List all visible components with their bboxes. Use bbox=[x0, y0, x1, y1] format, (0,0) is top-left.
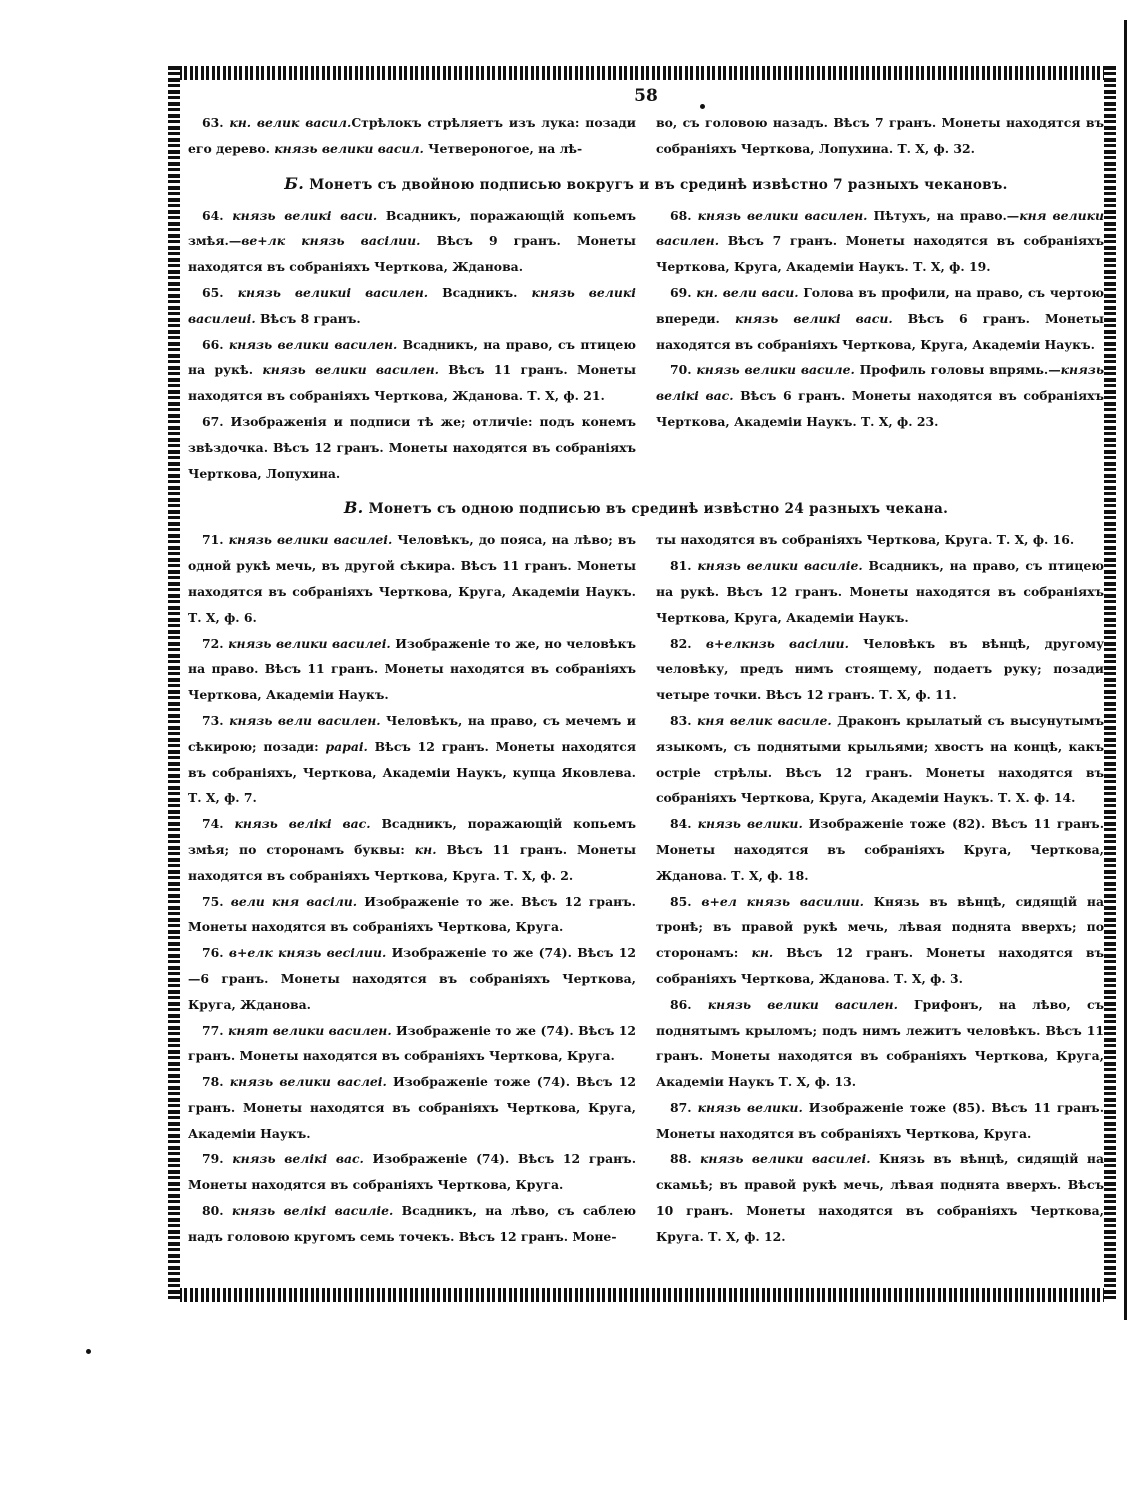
entry-legend: в+елк князь весілии. bbox=[228, 945, 387, 961]
entry-text: Изображеніе тоже (74). Вѣсъ 12 гранъ. Монеты находятся въ собраніяхъ Черткова, Круга, Академіи Наукъ. bbox=[188, 1074, 636, 1141]
section-v-left-column bbox=[188, 527, 636, 1249]
entry-text: Человѣкъ въ вѣнцѣ, другому человѣку, предъ нимъ стоящему, подаетъ руку; позади четыре точки. Вѣсъ 12 гранъ. Т. X, ф. 11. bbox=[656, 635, 1104, 703]
entry-num: 75. bbox=[202, 893, 231, 909]
entry-text: Человѣкъ, до пояса, на лѣво; въ одной рукѣ мечь, въ другой сѣкира. Вѣсъ 11 гранъ. Монеты находятся въ собраніяхъ Черткова, Круга, Академіи Наукъ. Т. X, ф. 6. bbox=[188, 532, 636, 625]
entry-text: Драконъ крылатый съ высунутымъ языкомъ, съ поднятыми крыльями; хвостъ на концѣ, какъ остріе стрѣлы. Вѣсъ 12 гранъ. Монеты находятся въ собраніяхъ Черткова, Круга, Академіи Наукъ. Т. X. ф. 14. bbox=[656, 712, 1104, 806]
speck bbox=[86, 1349, 91, 1354]
entry-text: Князь въ вѣнцѣ, сидящій на тронѣ; въ правой рукѣ мечь, лѣвая поднята вверхъ; по сторонамъ: bbox=[656, 893, 1104, 961]
coin-entry bbox=[656, 280, 1104, 357]
entry-legend2: ве+лк князь васілии. bbox=[241, 233, 421, 249]
frame-right-border bbox=[1104, 66, 1116, 1302]
coin-entry bbox=[188, 409, 636, 486]
entry-text: Пѣтухъ, на право.— bbox=[867, 207, 1020, 223]
entry-num: 80. bbox=[202, 1203, 232, 1219]
coin-entry bbox=[656, 1146, 1104, 1249]
entry-legend: кн. вели васи. bbox=[696, 284, 799, 300]
section-v-columns bbox=[188, 527, 1104, 1249]
entry-legend: князь велики. bbox=[697, 1099, 803, 1115]
entry-legend: князь велики василеі. bbox=[228, 532, 393, 548]
coin-entry bbox=[656, 203, 1104, 280]
entry-num: 71. bbox=[202, 532, 229, 548]
entry-legend: князь велики. bbox=[697, 816, 803, 832]
entry-legend: кня велик василе. bbox=[697, 712, 832, 728]
entry-text: Изображеніе тоже (85). Вѣсъ 11 гранъ. Монеты находятся въ собраніяхъ Черткова, Круга. bbox=[656, 1099, 1105, 1141]
entry-legend: князь великі васи. bbox=[232, 207, 378, 223]
entry-text: Всадникъ, на лѣво, съ саблею надъ головою кругомъ семь точекъ. Вѣсъ 12 гранъ. Моне- bbox=[188, 1203, 636, 1244]
entry-text: Всадникъ. bbox=[428, 284, 532, 300]
coin-entry bbox=[188, 940, 636, 1017]
entry-num: 77. bbox=[202, 1022, 228, 1038]
scan-edge-line bbox=[1124, 20, 1127, 1320]
section-v-heading: В. Монетъ съ одною подписью въ срединѣ извѣстно 24 разныхъ чекана. bbox=[343, 498, 949, 518]
coin-entry bbox=[656, 1095, 1104, 1147]
entry-legend2: кн. bbox=[751, 945, 774, 961]
top-right-column bbox=[656, 110, 1104, 162]
frame-top-border bbox=[168, 66, 1116, 80]
entry-num: 67. bbox=[202, 413, 231, 429]
entry-num: 72. bbox=[202, 635, 229, 651]
coin-entry bbox=[656, 553, 1104, 630]
coin-entry bbox=[188, 332, 636, 409]
entry-text: Человѣкъ, на право, съ мечемъ и сѣкирою; позади: bbox=[188, 712, 636, 754]
entry-legend: княт велики василен. bbox=[227, 1022, 392, 1038]
entry-text2: Вѣсъ 6 гранъ. Монеты находятся въ собраніяхъ Черткова, Академіи Наукъ. Т. X, ф. 23. bbox=[656, 388, 1104, 429]
entry-legend2: кн. bbox=[414, 841, 437, 857]
coin-entry bbox=[656, 110, 1104, 162]
entry-text: Изображенія и подписи тѣ же; отличіе: подъ конемъ звѣздочка. Вѣсъ 12 гранъ. Монеты находятся въ собраніяхъ Черткова, Лопухина. bbox=[188, 413, 636, 481]
entry-num: 70. bbox=[670, 362, 697, 378]
coin-entry bbox=[188, 1018, 636, 1070]
entry-text: во, съ головою назадъ. Вѣсъ 7 гранъ. Монеты находятся въ собраніяхъ Черткова, Лопухина. Т. X, ф. 32. bbox=[656, 115, 1104, 156]
coin-entry bbox=[188, 631, 636, 708]
coin-entry bbox=[188, 1146, 636, 1198]
entry-text2: Вѣсъ 11 гранъ. Монеты находятся въ собраніяхъ Черткова, Круга. Т. X, ф. 2. bbox=[188, 841, 636, 883]
top-continuation bbox=[188, 110, 1104, 162]
section-b-right-column bbox=[656, 203, 1104, 487]
entry-text: Изображеніе тоже (82). Вѣсъ 11 гранъ. Монеты находятся въ собраніяхъ Круга, Черткова, Жданова. Т. X, ф. 18. bbox=[656, 816, 1105, 883]
entry-text: ты находятся въ собраніяхъ Черткова, Круга. Т. X, ф. 16. bbox=[656, 532, 1075, 548]
entry-num: 63. bbox=[202, 115, 230, 130]
entry-legend2: рараі. bbox=[325, 738, 368, 754]
coin-entry bbox=[188, 708, 636, 811]
entry-legend: князь велікі василіе. bbox=[231, 1203, 394, 1219]
entry-num: 73. bbox=[202, 712, 230, 728]
entry-num: 64. bbox=[202, 207, 233, 223]
entry-num: 88. bbox=[670, 1151, 701, 1167]
entry-num: 85. bbox=[670, 893, 702, 909]
entry-legend: князь велікі вас. bbox=[232, 1151, 364, 1167]
entry-num: 79. bbox=[202, 1151, 233, 1167]
entry-num: 74. bbox=[202, 816, 235, 832]
entry-legend: в+елкнзь васілии. bbox=[705, 635, 849, 651]
section-b-heading: Б. Монетъ съ двойною подписью вокругъ и въ срединѣ извѣстно 7 разныхъ чекановъ. bbox=[284, 173, 1008, 193]
entry-num: 82. bbox=[670, 635, 706, 651]
entry-num: 81. bbox=[670, 558, 698, 574]
entry-legend: князь велики василен. bbox=[697, 207, 868, 223]
entry-legend: князь велики василен. bbox=[228, 336, 398, 352]
coin-entry bbox=[188, 889, 636, 941]
frame-left-border bbox=[168, 66, 180, 1302]
entry-text2: Вѣсъ 12 гранъ. Монеты находятся въ собраніяхъ Черткова, Жданова. Т. X, ф. 3. bbox=[656, 945, 1104, 986]
entry-legend: князь велики василе. bbox=[696, 362, 855, 378]
entry-text: Изображеніе то же (74). Вѣсъ 12—6 гранъ. Монеты находятся въ собраніяхъ Черткова, Круга, Жданова. bbox=[188, 945, 636, 1012]
page-content bbox=[188, 86, 1104, 1250]
entry-legend2: кня велики василен. bbox=[656, 207, 1104, 249]
entry-text: Князь въ вѣнцѣ, сидящій на скамьѣ; въ правой рукѣ мечь, лѣвая поднята вверхъ. Вѣсъ 10 гранъ. Монеты находятся въ собраніяхъ Черткова, Круга. Т. X, ф. 12. bbox=[656, 1151, 1104, 1244]
coin-entry bbox=[656, 811, 1104, 888]
coin-entry bbox=[656, 357, 1104, 434]
coin-entry bbox=[188, 280, 636, 332]
entry-text2: Вѣсъ 8 гранъ. bbox=[255, 310, 361, 326]
coin-entry bbox=[188, 811, 636, 888]
entry-text: Изображеніе то же, но человѣкъ на право. Вѣсъ 11 гранъ. Монеты находятся въ собраніяхъ Черткова, Академіи Наукъ. bbox=[188, 635, 636, 703]
entry-text: Изображеніе (74). Вѣсъ 12 гранъ. Монеты находятся въ собраніяхъ Черткова, Круга. bbox=[188, 1151, 637, 1193]
coin-entry bbox=[656, 527, 1104, 553]
entry-legend2: князь великі василеиі. bbox=[188, 284, 636, 326]
coin-entry bbox=[656, 992, 1104, 1095]
entry-legend: князь велікі вас. bbox=[234, 816, 371, 832]
entry-text2: Вѣсъ 7 гранъ. Монеты находятся въ собраніяхъ Черткова, Круга, Академіи Наукъ. Т. X, ф. 19. bbox=[656, 233, 1104, 275]
entry-legend: князь велики василен. bbox=[707, 996, 898, 1012]
entry-text: Всадникъ, поражающій копьемъ змѣя.— bbox=[188, 207, 636, 249]
entry-legend2: князь велики василен. bbox=[262, 362, 439, 378]
entry-legend: в+ел князь василии. bbox=[701, 893, 864, 909]
coin-entry bbox=[188, 110, 636, 162]
coin-entry bbox=[656, 889, 1104, 992]
frame-bottom-border bbox=[168, 1288, 1116, 1302]
entry-num: 68. bbox=[670, 207, 698, 223]
coin-entry bbox=[188, 1069, 636, 1146]
entry-legend: вели кня васіли. bbox=[230, 893, 358, 909]
entry-text: Изображеніе то же. Вѣсъ 12 гранъ. Монеты находятся въ собраніяхъ Черткова, Круга. bbox=[188, 893, 636, 935]
entry-text: Всадникъ, на право, съ птицею на рукѣ. bbox=[188, 336, 636, 378]
entry-legend: кн. велик васил. bbox=[229, 115, 352, 130]
entry-legend: князь вели василен. bbox=[229, 712, 381, 728]
entry-num: 66. bbox=[202, 336, 229, 352]
entry-legend: князь велики василеі. bbox=[700, 1151, 871, 1167]
entry-num: 83. bbox=[670, 712, 698, 728]
top-left-column bbox=[188, 110, 636, 162]
section-b-left-column bbox=[188, 203, 636, 487]
entry-num: 84. bbox=[670, 816, 698, 832]
entry-legend: князь велики васлеі. bbox=[229, 1074, 387, 1090]
entry-legend: князь велики василеі. bbox=[228, 635, 391, 651]
entry-num: 87. bbox=[670, 1099, 698, 1115]
entry-text2: Вѣсъ 11 гранъ. Монеты находятся въ собраніяхъ Черткова, Жданова. Т. X, ф. 21. bbox=[188, 362, 637, 404]
section-v-right-column bbox=[656, 527, 1104, 1249]
entry-legend: князь велики василіе. bbox=[697, 558, 863, 574]
coin-entry bbox=[656, 631, 1104, 708]
entry-legend2: князь велікі вас. bbox=[656, 362, 1105, 404]
entry-legend2: князь велики васил. bbox=[274, 140, 424, 156]
entry-text: Всадникъ, на право, съ птицею на рукѣ. Вѣсъ 12 гранъ. Монеты находятся въ собраніяхъ Черткова, Круга, Академіи Наукъ. bbox=[656, 558, 1104, 625]
entry-legend: князь великиі василен. bbox=[237, 284, 429, 300]
entry-text: Грифонъ, на лѣво, съ поднятымъ крыломъ; подъ нимъ лежитъ человѣкъ. Вѣсъ 11 гранъ. Монеты находятся въ собраніяхъ Черткова, Круга, Академіи Наукъ Т. X, ф. 13. bbox=[656, 996, 1105, 1090]
entry-text: Всадникъ, поражающій копьемъ змѣя; по сторонамъ буквы: bbox=[188, 816, 636, 857]
entry-num: 69. bbox=[670, 284, 697, 300]
entry-num: 78. bbox=[202, 1074, 230, 1090]
entry-text: Стрѣлокъ стрѣляетъ изъ лука: позади его дерево. bbox=[188, 115, 637, 156]
entry-num: 76. bbox=[202, 945, 229, 961]
coin-entry bbox=[188, 203, 636, 280]
coin-entry bbox=[656, 708, 1104, 811]
page-number: 58 bbox=[634, 86, 658, 106]
entry-num: 86. bbox=[670, 996, 708, 1012]
entry-text2: Вѣсъ 6 гранъ. Монеты находятся въ собраніяхъ Черткова, Круга, Академіи Наукъ. bbox=[656, 310, 1104, 352]
entry-legend2: князь великі васи. bbox=[734, 310, 893, 326]
coin-entry bbox=[188, 527, 636, 630]
entry-text2: Четвероногое, на лѣ- bbox=[423, 140, 583, 156]
entry-num: 65. bbox=[202, 284, 238, 300]
coin-entry bbox=[188, 1198, 636, 1250]
entry-text2: Вѣсъ 12 гранъ. Монеты находятся въ собраніяхъ, Черткова, Академіи Наукъ, купца Яковлева. Т. X, ф. 7. bbox=[188, 738, 636, 806]
entry-text: Изображеніе то же (74). Вѣсъ 12 гранъ. Монеты находятся въ собраніяхъ Черткова, Круга. bbox=[188, 1022, 637, 1064]
section-b-columns bbox=[188, 203, 1104, 487]
entry-text: Профиль головы впрямь.— bbox=[854, 362, 1061, 378]
entry-text: Голова въ профили, на право, съ чертою впереди. bbox=[656, 284, 1104, 326]
entry-text2: Вѣсъ 9 гранъ. Монеты находятся въ собраніяхъ Черткова, Жданова. bbox=[188, 233, 636, 275]
